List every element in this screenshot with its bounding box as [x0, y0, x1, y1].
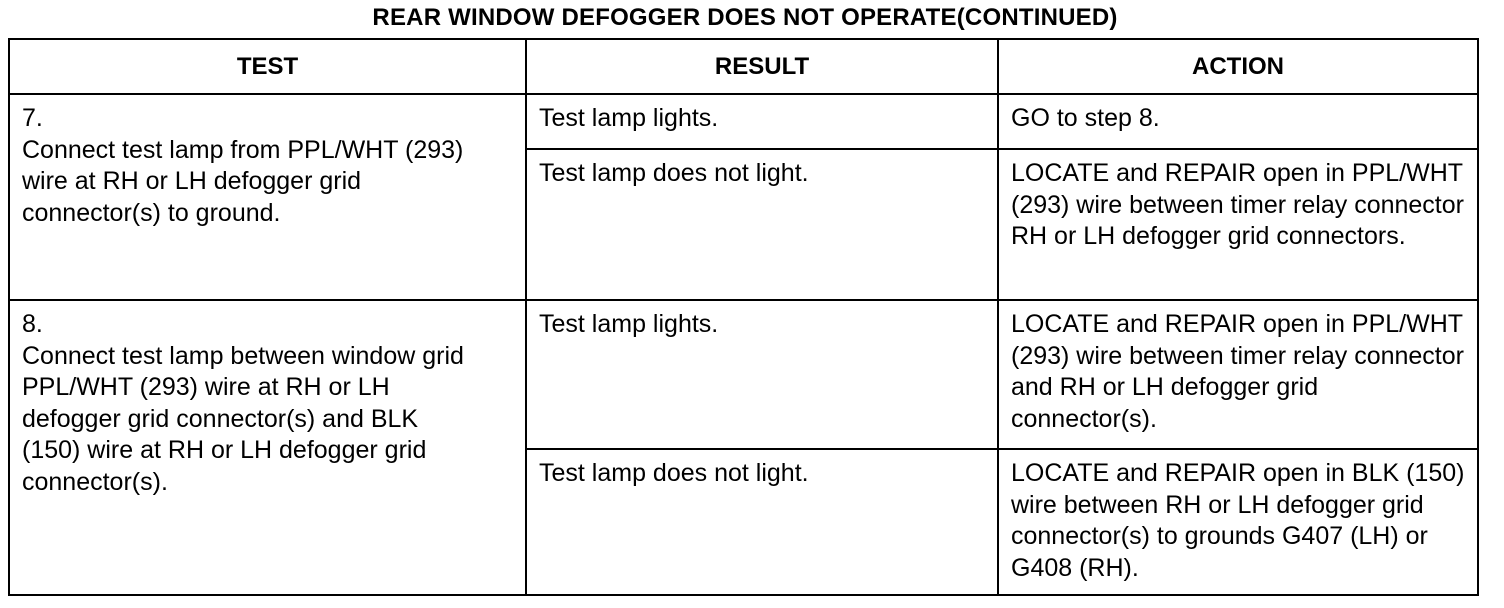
column-header-result: RESULT: [526, 39, 998, 94]
table-header-row: [9, 39, 1478, 94]
step-number: 8.: [22, 310, 43, 338]
test-description: Connect test lamp from PPL/WHT (293) wire at RH or LH defogger grid connector(s) to ground.: [22, 135, 464, 227]
table-row: [9, 94, 1478, 149]
action-cell: LOCATE and REPAIR open in BLK (150) wire between RH or LH defogger grid connector(s) to grounds G407 (LH) or G408 (RH).: [998, 449, 1478, 595]
result-cell: Test lamp does not light.: [526, 449, 998, 595]
page-title: REAR WINDOW DEFOGGER DOES NOT OPERATE(CONTINUED): [372, 4, 1118, 31]
result-cell: Test lamp lights.: [526, 94, 998, 149]
result-cell: Test lamp lights.: [526, 300, 998, 449]
diagnostic-table: [8, 38, 1479, 596]
test-description: Connect test lamp between window grid PPL/WHT (293) wire at RH or LH defogger grid connector(s) and BLK (150) wire at RH or LH defogger grid connector(s).: [22, 341, 464, 496]
test-cell-step-7: [9, 94, 526, 300]
test-cell-step-8: [9, 300, 526, 595]
column-header-action: ACTION: [998, 39, 1478, 94]
result-cell: Test lamp does not light.: [526, 149, 998, 300]
action-cell: LOCATE and REPAIR open in PPL/WHT (293) wire between timer relay connector RH or LH defogger grid connectors.: [998, 149, 1478, 300]
action-cell: LOCATE and REPAIR open in PPL/WHT (293) wire between timer relay connector and RH or LH defogger grid connector(s).: [998, 300, 1478, 449]
column-header-test: TEST: [9, 39, 526, 94]
table-row: [9, 300, 1478, 449]
step-number: 7.: [22, 104, 43, 132]
action-cell: GO to step 8.: [998, 94, 1478, 149]
